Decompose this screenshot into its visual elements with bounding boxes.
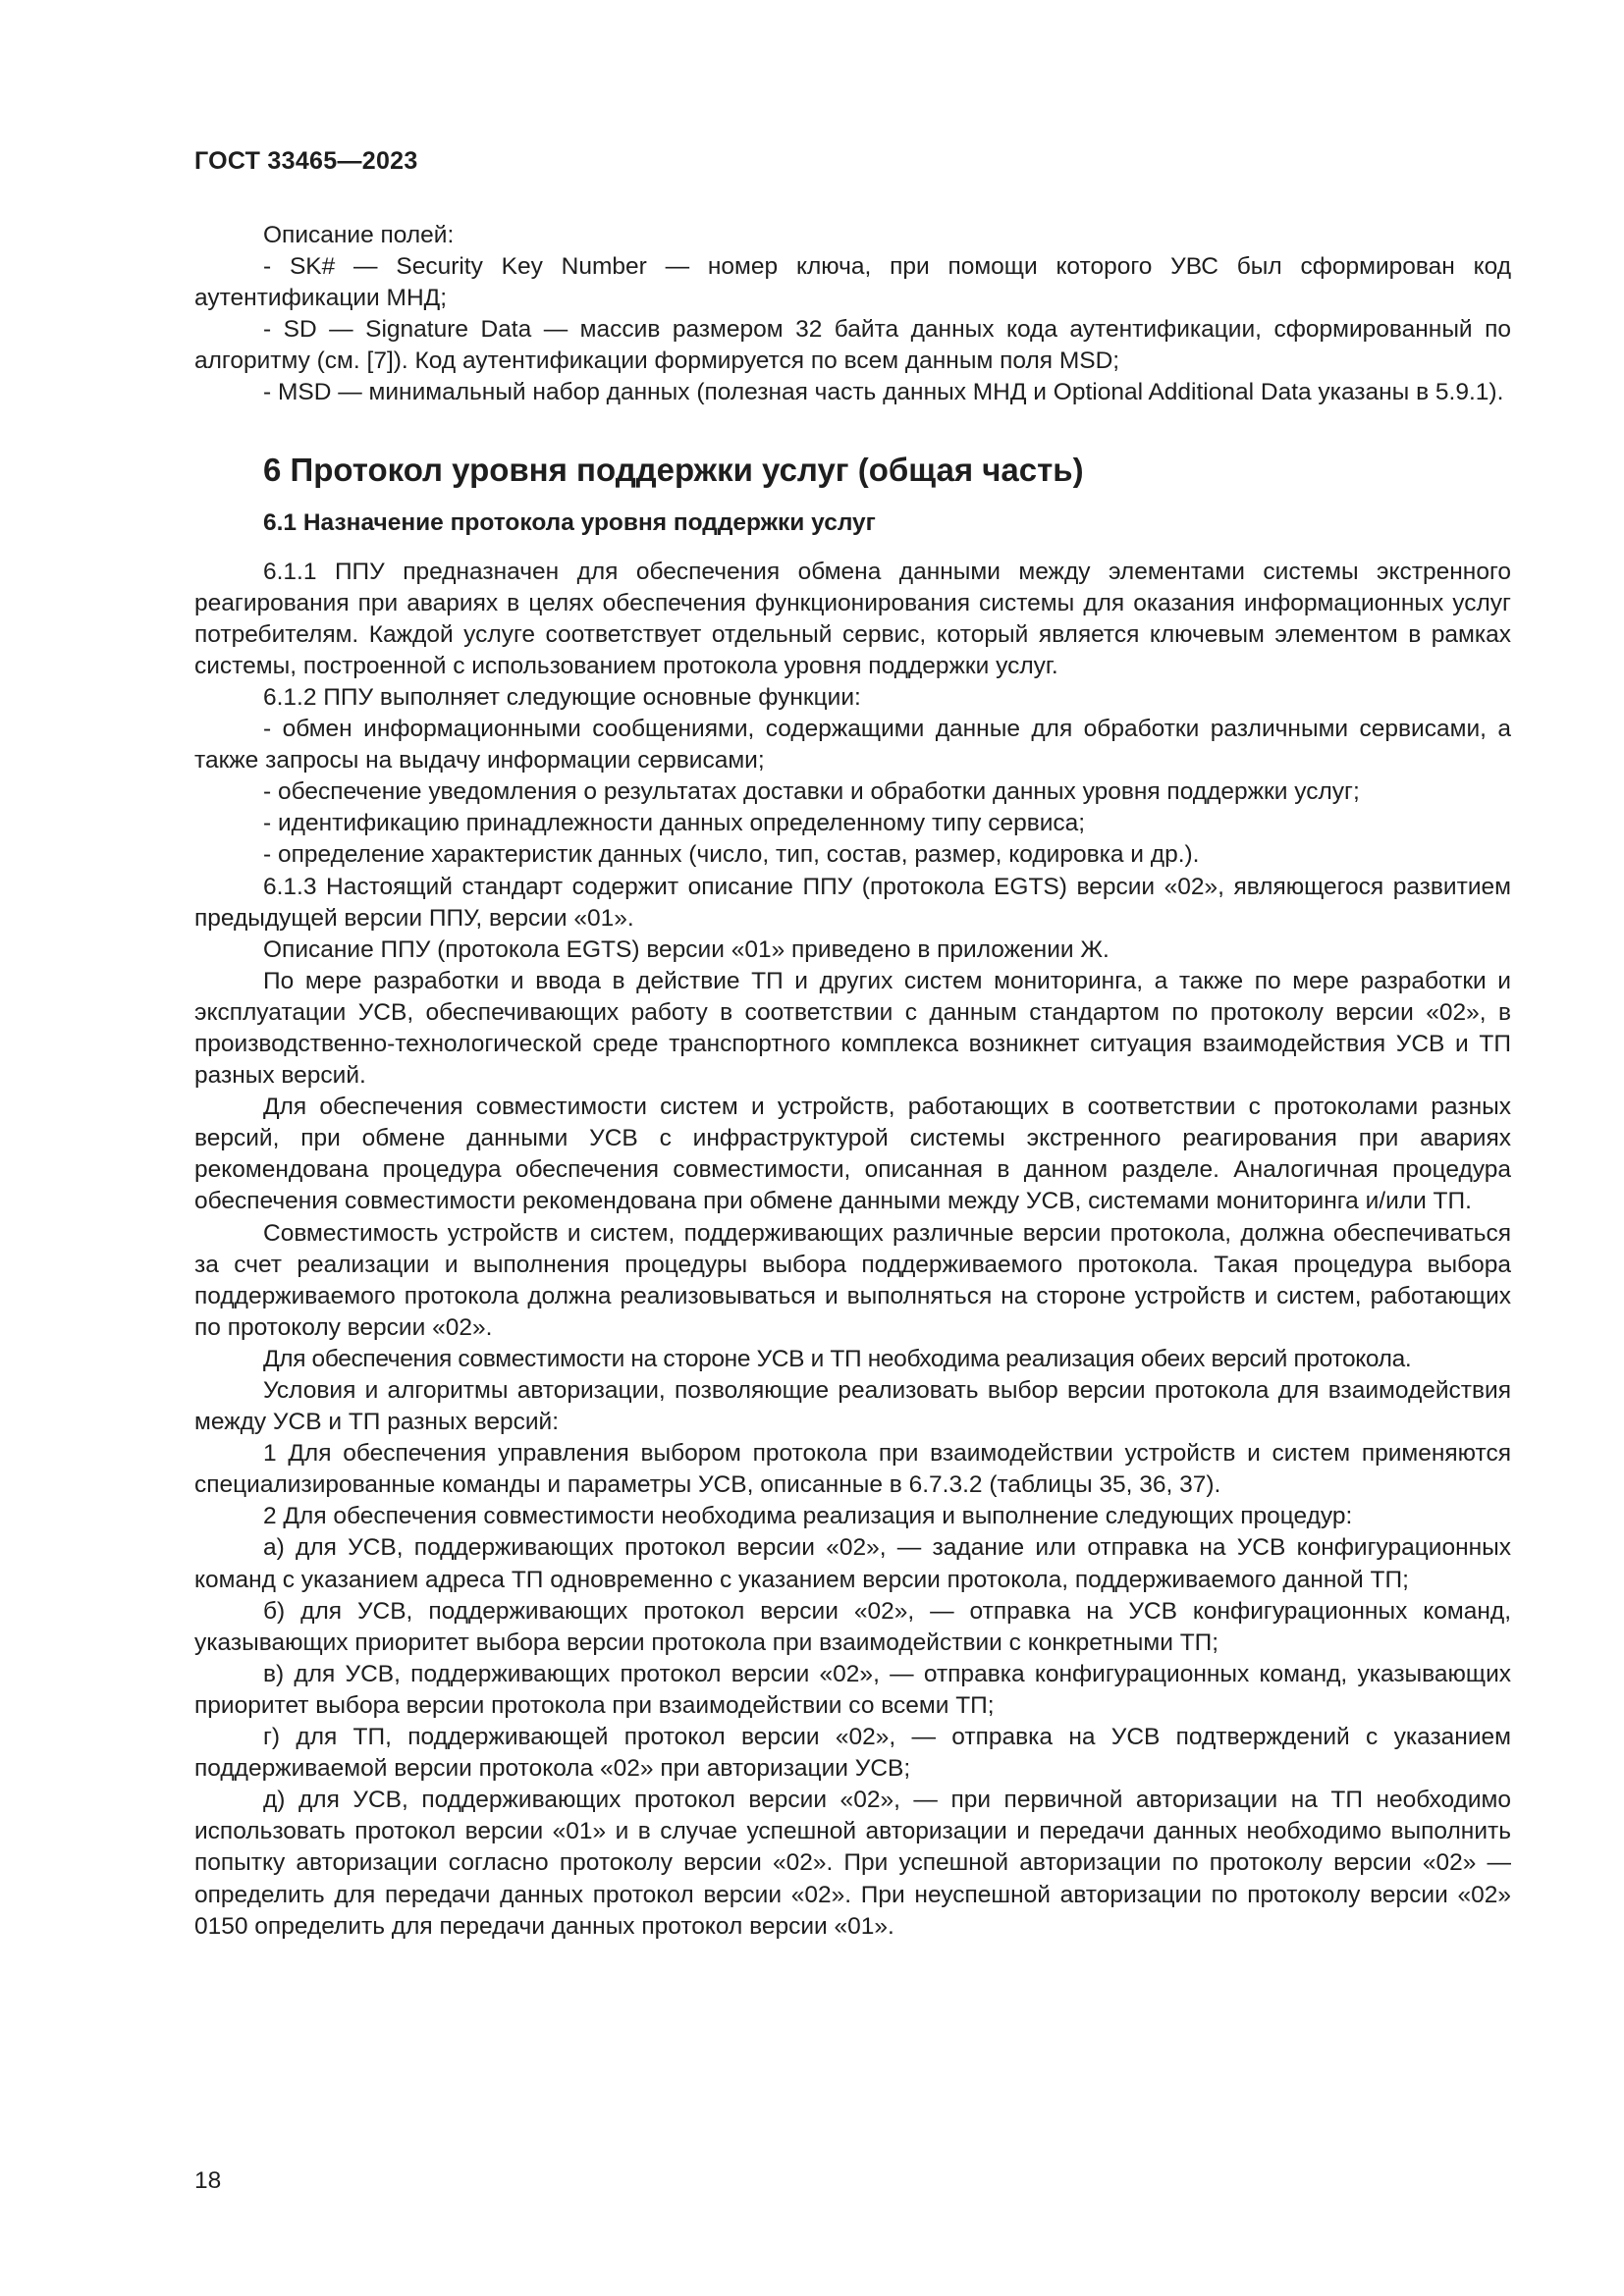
paragraph: 6.1.3 Настоящий стандарт содержит описание ППУ (протокола EGTS) версии «02», являющегося развитием предыдущей версии ППУ, версии «01».	[194, 873, 1511, 932]
paragraph: По мере разработки и ввода в действие ТП и других систем мониторинга, а также по мере разработки и эксплуатации УСВ, обеспечивающих работу в соответствии с данным стандартом по протоколу версии «02», в производственно-технологической среде транспортного комплекса возникнет ситуация взаимодействия УСВ и ТП разных версий.	[194, 967, 1511, 1090]
list-item: - обмен информационными сообщениями, содержащими данные для обработки различными сервисами, а также запросы на выдачу информации сервисами;	[194, 716, 1511, 774]
subsection-heading: 6.1 Назначение протокола уровня поддержки услуг	[263, 508, 876, 536]
list-item: 2 Для обеспечения совместимости необходима реализация и выполнение следующих процедур:	[263, 1503, 1353, 1530]
paragraph: - SD — Signature Data — массив размером 32 байта данных кода аутентификации, сформированный по алгоритму (см. [7]). Код аутентификации формируется по всем данным поля MSD;	[194, 316, 1511, 375]
field-description-block	[194, 220, 1511, 409]
list-item: - определение характеристик данных (число, тип, состав, размер, кодировка и др.).	[263, 841, 1200, 869]
page-content	[194, 220, 1511, 1943]
list-item: в) для УСВ, поддерживающих протокол версии «02», — отправка конфигурационных команд, указывающих приоритет выбора версии протокола при взаимодействии со всеми ТП;	[194, 1660, 1511, 1719]
page-number: 18	[194, 2167, 222, 2194]
paragraph: - MSD — минимальный набор данных (полезная часть данных МНД и Optional Additional Data указаны в 5.9.1).	[263, 379, 1504, 406]
list-item: - обеспечение уведомления о результатах доставки и обработки данных уровня поддержки услуг;	[263, 778, 1360, 806]
paragraph: - SK# — Security Key Number — номер ключа, при помощи которого УВС был сформирован код аутентификации МНД;	[194, 253, 1511, 312]
list-item: д) для УСВ, поддерживающих протокол версии «02», — при первичной авторизации на ТП необходимо использовать протокол версии «01» и в случае успешной авторизации и передачи данных необходимо выполнить попытку авторизации согласно протоколу версии «02». При успешной авторизации по протоколу версии «02» — определить для передачи данных протокол версии «02». При неуспешной авторизации по протоколу версии «02» 0150 определить для передачи данных протокол версии «01».	[194, 1787, 1511, 1940]
list-item: 1 Для обеспечения управления выбором протокола при взаимодействии устройств и систем применяются специализированные команды и параметры УСВ, описанные в 6.7.3.2 (таблицы 35, 36, 37).	[194, 1440, 1511, 1499]
paragraph: 6.1.1 ППУ предназначен для обеспечения обмена данными между элементами системы экстренного реагирования при авариях в целях обеспечения функционирования системы для оказания информационных услуг потребителям. Каждой услуге соответствует отдельный сервис, который является ключевым элементом в рамках системы, построенной с использованием протокола уровня поддержки услуг.	[194, 558, 1511, 679]
section-body	[194, 557, 1511, 1943]
paragraph: Совместимость устройств и систем, поддерживающих различные версии протокола, должна обеспечиваться за счет реализации и выполнения процедуры выбора поддерживаемого протокола. Такая процедура выбора поддерживаемого протокола должна реализовываться и выполняться на стороне устройств и систем, работающих по протоколу версии «02».	[194, 1219, 1511, 1341]
document-header: ГОСТ 33465—2023	[194, 147, 418, 175]
paragraph: Для обеспечения совместимости на стороне УСВ и ТП необходима реализация обеих версий протокола.	[263, 1345, 1412, 1372]
list-item: а) для УСВ, поддерживающих протокол версии «02», — задание или отправка на УСВ конфигурационных команд с указанием адреса ТП одновременно с указанием версии протокола, поддерживаемого данной ТП;	[194, 1534, 1511, 1593]
paragraph: Условия и алгоритмы авторизации, позволяющие реализовать выбор версии протокола для взаимодействия между УСВ и ТП разных версий:	[194, 1377, 1511, 1436]
paragraph: Описание ППУ (протокола EGTS) версии «01» приведено в приложении Ж.	[263, 935, 1110, 963]
paragraph: Описание полей:	[263, 222, 455, 248]
section-heading: 6 Протокол уровня поддержки услуг (общая часть)	[263, 451, 1084, 488]
paragraph: 6.1.2 ППУ выполняет следующие основные функции:	[263, 683, 861, 711]
paragraph: Для обеспечения совместимости систем и устройств, работающих в соответствии с протоколами разных версий, при обмене данными УСВ с инфраструктурой системы экстренного реагирования при авариях рекомендована процедура обеспечения совместимости, описанная в данном разделе. Аналогичная процедура обеспечения совместимости рекомендована при обмене данными между УСВ, системами мониторинга и/или ТП.	[194, 1094, 1511, 1215]
list-item: г) для ТП, поддерживающей протокол версии «02», — отправка на УСВ подтверждений с указанием поддерживаемой версии протокола «02» при авторизации УСВ;	[194, 1724, 1511, 1783]
list-item: б) для УСВ, поддерживающих протокол версии «02», — отправка на УСВ конфигурационных команд, указывающих приоритет выбора версии протокола при взаимодействии с конкретными ТП;	[194, 1597, 1511, 1656]
list-item: - идентификацию принадлежности данных определенному типу сервиса;	[263, 810, 1086, 837]
